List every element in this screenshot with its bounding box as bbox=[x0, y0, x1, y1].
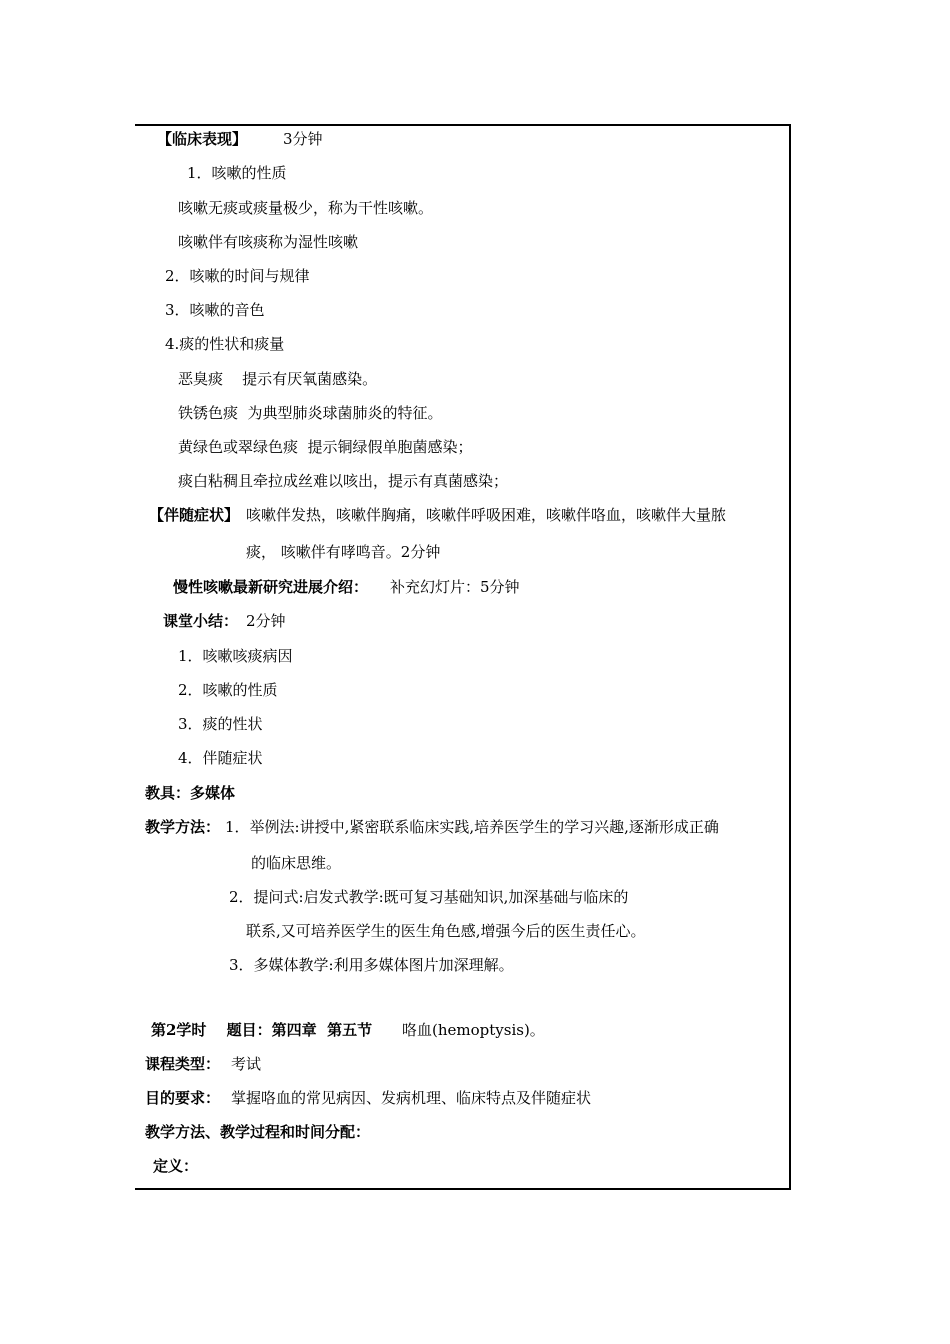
course-type-label: 课程类型： bbox=[145, 1055, 221, 1073]
research-label: 慢性咳嗽最新研究进展介绍： bbox=[173, 578, 369, 596]
sputum-line-1: 恶臭痰 提示有厌氧菌感染。 bbox=[178, 370, 378, 388]
method-2-line-2: 联系,又可培养医学生的医生角色感,增强今后的医生责任心。 bbox=[246, 922, 646, 940]
sputum-line-4: 痰白粘稠且牵拉成丝难以咳出，提示有真菌感染； bbox=[178, 472, 509, 490]
wet-cough-text: 咳嗽伴有咳痰称为湿性咳嗽 bbox=[178, 233, 359, 251]
method-1-line-2: 的临床思维。 bbox=[251, 854, 342, 872]
method-2-line-1: 2．提问式:启发式教学:既可复习基础知识,加深基础与临床的 bbox=[229, 888, 629, 906]
goal-label: 目的要求： bbox=[145, 1089, 221, 1107]
summary-label: 课堂小结： bbox=[163, 612, 239, 630]
clinical-item-3: 3．咳嗽的音色 bbox=[165, 301, 265, 319]
accompany-line-1: 咳嗽伴发热，咳嗽伴胸痛，咳嗽伴呼吸困难，咳嗽伴咯血，咳嗽伴大量脓 bbox=[246, 506, 727, 524]
summary-item: 2．咳嗽的性质 bbox=[178, 681, 278, 699]
methods-label: 教学方法： bbox=[145, 818, 221, 836]
course-type-value: 考试 bbox=[231, 1055, 262, 1073]
method-1-line-1: 1．举例法:讲授中,紧密联系临床实践,培养医学生的学习兴趣,逐渐形成正确 bbox=[225, 818, 719, 836]
dry-cough-text: 咳嗽无痰或痰量极少，称为干性咳嗽。 bbox=[178, 199, 434, 217]
process-label: 教学方法、教学过程和时间分配： bbox=[145, 1123, 371, 1141]
goal-value: 掌握咯血的常见病因、发病机理、临床特点及伴随症状 bbox=[231, 1089, 592, 1107]
accompany-line-2: 痰， 咳嗽伴有哮鸣音。2分钟 bbox=[246, 543, 441, 561]
summary-time: 2分钟 bbox=[246, 612, 286, 630]
clinical-item-2: 2．咳嗽的时间与规律 bbox=[165, 267, 310, 285]
lesson2-topic: 咯血(hemoptysis)。 bbox=[402, 1021, 545, 1039]
tools-line: 教具：多媒体 bbox=[145, 784, 236, 802]
research-text: 补充幻灯片：5分钟 bbox=[390, 578, 520, 596]
summary-item: 4．伴随症状 bbox=[178, 749, 263, 767]
clinical-item-4: 4.痰的性状和痰量 bbox=[165, 335, 285, 353]
clinical-heading: 【临床表现】 bbox=[157, 130, 248, 148]
sputum-line-2: 铁锈色痰 为典型肺炎球菌肺炎的特征。 bbox=[178, 404, 443, 422]
accompany-heading: 【伴随症状】 bbox=[149, 506, 240, 524]
clinical-item-1: 1．咳嗽的性质 bbox=[187, 164, 287, 182]
sputum-line-3: 黄绿色或翠绿色痰 提示铜绿假单胞菌感染； bbox=[178, 438, 473, 456]
summary-item: 1．咳嗽咳痰病因 bbox=[178, 647, 293, 665]
lesson2-title: 第2学时 题目：第四章 第五节 bbox=[151, 1021, 373, 1039]
summary-item: 3．痰的性状 bbox=[178, 715, 263, 733]
definition-label: 定义： bbox=[153, 1157, 199, 1175]
clinical-time: 3分钟 bbox=[283, 130, 323, 148]
method-3: 3．多媒体教学:利用多媒体图片加深理解。 bbox=[229, 956, 514, 974]
